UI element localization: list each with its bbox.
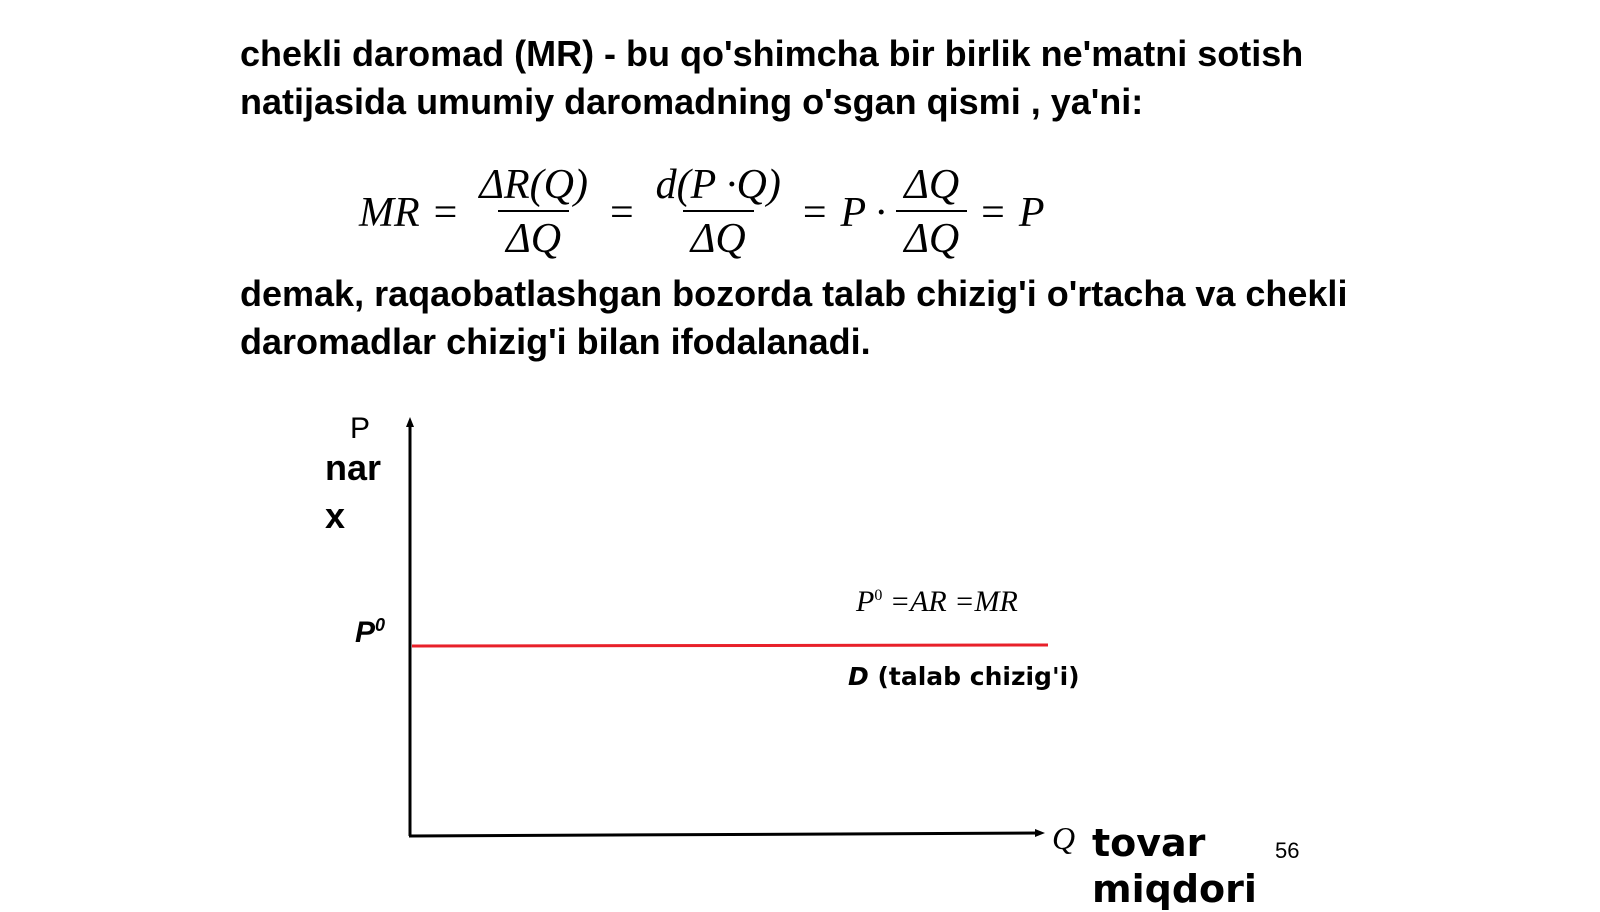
y-axis-word: narx	[325, 447, 382, 536]
price-level-symbol: P	[355, 616, 376, 649]
x-axis-word: tovar miqdori	[1092, 821, 1257, 911]
mr-equation-label	[856, 585, 1018, 619]
mr-eq-rest: =AR =MR	[882, 585, 1018, 618]
fraction-3-numerator: ΔQ	[904, 162, 960, 208]
formula-lhs: MR	[359, 190, 420, 236]
formula-price-term: P	[840, 190, 867, 236]
formula-equals-1: =	[433, 190, 458, 236]
conclusion-paragraph: demak, raqaobatlashgan bozorda talab chizig'i o'rtacha va chekli daromadlar chizig'i bilan ifodalanadi.	[240, 273, 1348, 362]
formula-equals-4: =	[981, 190, 1005, 236]
x-axis	[409, 833, 1040, 836]
intro-paragraph: chekli daromad (MR) - bu qo'shimcha bir birlik ne'matni sotish natijasida umumiy daromadning o'sgan qismi , ya'ni:	[240, 33, 1304, 122]
price-level-label	[355, 615, 385, 650]
fraction-2-numerator: d(P ·Q)	[655, 162, 781, 208]
y-axis-symbol: P	[350, 412, 371, 445]
demand-line	[412, 645, 1048, 646]
formula-rhs: P	[1018, 190, 1045, 236]
fraction-3-denominator: ΔQ	[896, 210, 967, 266]
formula-dot: ·	[874, 190, 889, 236]
x-axis-symbol: Q	[1052, 820, 1076, 856]
fraction-2-denominator: ΔQ	[683, 210, 754, 266]
formula-equals-2: =	[609, 190, 634, 236]
price-level-superscript: 0	[375, 615, 386, 635]
curve-label-d: D	[848, 662, 869, 691]
mr-eq-sup: 0	[874, 587, 883, 604]
page-number: 56	[1275, 838, 1300, 863]
fraction-1-denominator: ΔQ	[498, 210, 569, 266]
formula-equals-3: =	[802, 190, 827, 236]
curve-label-rest: (talab chizig'i)	[868, 662, 1080, 691]
mr-eq-p: P	[856, 585, 875, 618]
demand-curve-label	[848, 662, 1080, 691]
fraction-1-numerator: ΔR(Q)	[479, 162, 588, 208]
